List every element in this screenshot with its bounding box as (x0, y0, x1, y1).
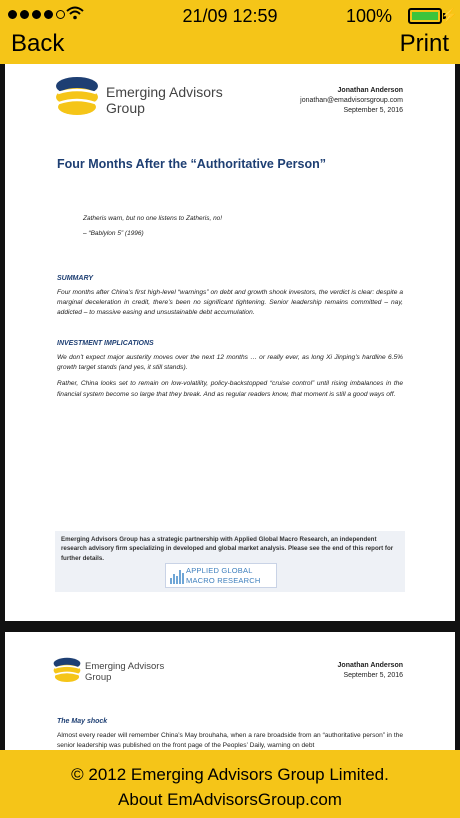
epigraph-line1: Zatheris warn, but no one listens to Zatheris, no! (83, 215, 223, 222)
report-date: September 5, 2016 (343, 672, 403, 680)
may-shock-section (57, 718, 403, 750)
company-logo-icon (55, 76, 99, 118)
implications-section (57, 340, 403, 406)
report-title: Four Months After the “Authoritative Person” (57, 157, 326, 171)
battery-level (412, 12, 438, 20)
summary-text: Four months after China’s first high-level “warnings” on debt and growth shook investors, the verdict is clear: despite a marginal deceleration in credit, there’s been no significant tightening. Senior leadership remains committed – nay, addicted – to massive easing and unsustainable debt accumulation. (57, 289, 403, 317)
agmr-logo-line1: APPLIED GLOBAL (186, 566, 253, 575)
implications-paragraph-2: Rather, China looks set to remain on low-volatility, policy-backstopped “cruise control” until rising imbalances in the financial system become so large that they break. And as regular readers know, that moment is still a good ways off. (57, 380, 403, 398)
author-email: jonathan@emadvisorsgroup.com (300, 97, 403, 105)
logo-line1: Emerging Advisors (85, 661, 165, 672)
logo-line2: Group (106, 100, 145, 117)
section-heading: The May shock (57, 718, 108, 725)
document-page-2 (5, 632, 455, 750)
author-name: Jonathan Anderson (337, 87, 403, 94)
print-button[interactable]: Print (399, 30, 449, 57)
partnership-box (55, 531, 405, 592)
logo-line1: Emerging Advisors (106, 84, 223, 100)
implications-paragraph-1: We don’t expect major austerity moves over the next 12 months … or really ever, as long Xi Jinping’s hardline 6.5% growth target stands (and yes, it still stands). (57, 354, 403, 372)
partnership-text: Emerging Advisors Group has a strategic partnership with Applied Global Macro Research, an independent research advisory firm specializing in developed and global market analysis. Please see the end of this report for further details. (61, 536, 394, 562)
footer (0, 750, 460, 818)
document-page-1 (5, 64, 455, 621)
nav-bar (0, 30, 460, 64)
implications-heading: INVESTMENT IMPLICATIONS (57, 340, 154, 347)
logo-wordmark (106, 84, 223, 116)
agmr-logo (165, 563, 277, 588)
summary-heading: SUMMARY (57, 275, 94, 282)
summary-section (57, 275, 403, 325)
author-name: Jonathan Anderson (337, 662, 403, 669)
back-button[interactable]: Back (11, 30, 65, 57)
agmr-bars-icon (170, 568, 184, 584)
epigraph-line2: – “Bablylon 5” (1996) (83, 229, 144, 237)
logo-line2: Group (85, 671, 112, 683)
author-block (338, 661, 403, 681)
battery-icon (408, 8, 442, 24)
status-bar (0, 0, 460, 30)
author-block (300, 86, 403, 116)
logo-wordmark (85, 662, 164, 684)
report-date: September 5, 2016 (343, 107, 403, 115)
company-logo-icon (53, 657, 81, 684)
battery-percent: 100% (345, 6, 392, 26)
copyright-text: © 2012 Emerging Advisors Group Limited. (71, 765, 389, 784)
about-link[interactable]: About EmAdvisorsGroup.com (118, 790, 342, 809)
section-text: Almost every reader will remember China’s May brouhaha, when a rare broadside from an “authoritative person” in the senior leadership was published on the front page of the Peoples’ Daily, warning on debt (57, 732, 403, 750)
document-viewer[interactable] (0, 64, 460, 750)
charging-bolt-icon: ⚡ (440, 7, 458, 23)
status-time: 21/09 12:59 (182, 6, 278, 26)
agmr-logo-line2: MACRO RESEARCH (186, 576, 261, 585)
epigraph (83, 212, 222, 242)
